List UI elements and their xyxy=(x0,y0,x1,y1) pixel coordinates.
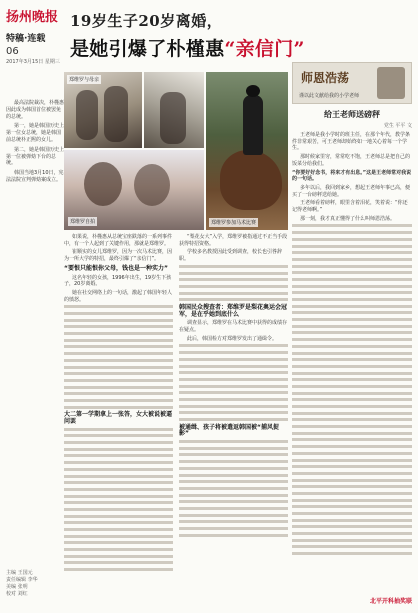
column-paragraph: 那时候家里穷，常常吃不饱，王老师总是把自己的饭菜分给我们。 xyxy=(292,154,411,167)
body-paragraph: “梨花女大”入学，郑维罗被指通过不正当手段获得特招资格。 xyxy=(179,234,288,247)
headline xyxy=(70,10,320,61)
body-paragraph: 学校多名教授因此受到调查，校长也引咎辞职。 xyxy=(179,249,283,263)
section-label: 特稿·连载 xyxy=(6,34,46,44)
body-paragraph: 这名年轻的女孩，1996年出生，19岁生下孩子，20岁离婚。 xyxy=(64,274,172,288)
photo-group xyxy=(144,72,204,148)
body-column-2 xyxy=(179,234,288,575)
column-article-title: 给王老师送磅秤 xyxy=(324,110,380,119)
column-header-title: 师恩浩荡 xyxy=(301,71,350,85)
body-paragraph: 此后，韩国检方对郑维罗发出了通缉令。 xyxy=(187,335,278,342)
credit-line: 美编 张明 xyxy=(6,584,28,590)
body-subhead: 韩国民众搜查者：郑维罗是梨花奥运会冠军，是在乎她到底什么 xyxy=(179,303,288,318)
column-text-filler xyxy=(292,224,412,555)
credit-line: 主编 王国元 xyxy=(6,570,33,576)
column-quote: “你要好好念书，将来才有出息。”这是王老师常对我说的一句话。 xyxy=(292,169,412,183)
body-text-filler xyxy=(64,428,173,571)
column-paragraph: 王老师是我小学时的班主任，在那个年代，教学条件非常艰苦，可王老师却始终如一地关心着每一个学生。 xyxy=(292,132,411,152)
body-text-filler xyxy=(179,440,288,537)
author-avatar xyxy=(377,67,405,99)
headline-subtitle: 19岁生子20岁离婚， xyxy=(70,12,223,30)
editor-credits xyxy=(6,570,64,598)
face-figure xyxy=(84,162,122,206)
left-paragraph: 韩国当地3月10日，宪法法院宣判弹劾案成立。 xyxy=(6,170,64,183)
column-paragraph: 王老师看着磅秤，眼里含着泪花，笑着说：“你还记得老师啊。” xyxy=(292,200,408,214)
body-paragraph: 她在社交网络上的一句话，激起了韩国年轻人的愤怒。 xyxy=(64,289,173,303)
helmet-shape xyxy=(246,85,260,97)
left-paragraph: 第一，她是韩国历史上第一位女总统，她是韩国前总统朴正熙的女儿。 xyxy=(6,123,65,143)
body-text-filler xyxy=(179,344,288,421)
article-body xyxy=(64,234,288,575)
left-paragraph: 最高法院裁决，朴槿惠因此成为韩国首位被罢免的总统。 xyxy=(6,100,65,120)
person-figure xyxy=(76,90,98,140)
column-paragraph: 那一刻，我才真正懂得了什么叫师恩浩荡。 xyxy=(300,215,396,222)
face-figure xyxy=(134,164,170,206)
headline-main-prefix: 是她引爆了朴槿惠 xyxy=(70,38,225,60)
masthead xyxy=(6,6,66,86)
photo-mother-daughter xyxy=(64,72,142,148)
headline-main-highlight: “亲信门” xyxy=(224,38,305,60)
body-text-filler xyxy=(64,305,173,408)
body-subhead: 被通缉、孩子将被遣返韩国被“捕风捉影” xyxy=(179,423,279,438)
date-line: 2017年3月15日 星期三 xyxy=(6,59,60,65)
left-column xyxy=(6,100,64,187)
body-column-1 xyxy=(64,234,173,575)
person-figure xyxy=(104,86,128,142)
headline-main xyxy=(70,34,320,61)
column-author: 党生 平平 文 xyxy=(383,123,412,129)
right-column xyxy=(292,62,412,559)
body-subhead: “要恨只能恨你父母，钱也是一种实力” xyxy=(64,264,168,272)
sponsor-note: 北平开科抽奖联 xyxy=(369,598,412,605)
column-paragraph: 多年以后，我回到家乡，想起王老师年事已高，便买了一台磅秤送给她。 xyxy=(292,184,411,198)
photo-selfie xyxy=(64,150,204,230)
column-header xyxy=(292,62,412,104)
newspaper-logo: 扬州晚报 xyxy=(6,10,59,25)
body-paragraph: 崔顺实的女儿郑维罗，因为一次马术比赛，因为一所大学的特招，最终引爆了“亲信门”。 xyxy=(64,249,173,263)
photo-caption: 郑维罗自拍 xyxy=(70,219,96,225)
body-paragraph: 调查显示，郑维罗在马术比赛中获得的成绩存在疑点。 xyxy=(179,320,288,334)
body-paragraph: 如果说，朴槿惠从总统宝座跌落的一系列事件中，有一个人起到了关键作用，那就是郑维罗。 xyxy=(64,234,173,247)
photo-caption: 郑维罗参加马术比赛 xyxy=(211,220,257,226)
credit-line: 责任编辑 李华 xyxy=(6,577,38,583)
credit-line: 校对 刘红 xyxy=(6,591,28,597)
left-paragraph: 第二，她是韩国历史上第一位被弹劾下台的总统。 xyxy=(6,146,65,167)
body-subhead: 大二第一学期拿上一张答，女大被说被逼问罢 xyxy=(64,411,173,426)
body-text-filler xyxy=(179,265,288,301)
person-figure xyxy=(160,92,186,144)
photo-caption: 郑维罗与母亲 xyxy=(69,77,100,83)
column-header-tag: 谨以此文献给我的小学老师 xyxy=(299,93,360,99)
page-number: 06 xyxy=(6,46,19,57)
rider-shape xyxy=(243,95,263,155)
